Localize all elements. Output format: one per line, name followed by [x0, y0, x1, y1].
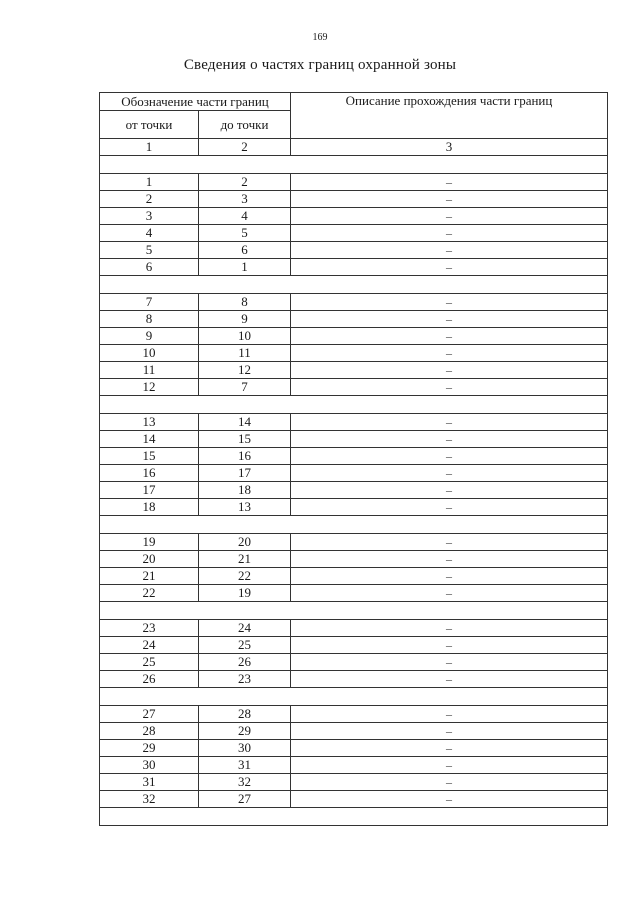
from-point-cell: 30 — [100, 757, 199, 774]
page-number: 169 — [312, 32, 328, 43]
description-cell: – — [291, 620, 608, 637]
from-point-cell: 12 — [100, 379, 199, 396]
column-number: 3 — [291, 139, 608, 156]
description-cell: – — [291, 259, 608, 276]
group-separator-row — [100, 156, 608, 174]
table-row — [100, 311, 608, 328]
to-point-cell: 29 — [199, 723, 291, 740]
group-separator-row — [100, 276, 608, 294]
description-cell: – — [291, 482, 608, 499]
group-separator-row — [100, 602, 608, 620]
table-row — [100, 482, 608, 499]
description-cell: – — [291, 191, 608, 208]
column-number-row — [100, 139, 608, 156]
description-cell: – — [291, 379, 608, 396]
table-row — [100, 345, 608, 362]
table-row — [100, 499, 608, 516]
table-row — [100, 174, 608, 191]
group-separator-row — [100, 396, 608, 414]
to-point-cell: 13 — [199, 499, 291, 516]
from-point-cell: 21 — [100, 568, 199, 585]
group-separator-row — [100, 516, 608, 534]
table-row — [100, 551, 608, 568]
from-point-cell: 5 — [100, 242, 199, 259]
boundary-parts-table — [99, 92, 608, 826]
description-cell: – — [291, 174, 608, 191]
description-cell: – — [291, 774, 608, 791]
description-cell: – — [291, 568, 608, 585]
description-cell: – — [291, 791, 608, 808]
description-cell: – — [291, 294, 608, 311]
table-row — [100, 328, 608, 345]
table-row — [100, 585, 608, 602]
to-point-cell: 24 — [199, 620, 291, 637]
to-point-cell: 32 — [199, 774, 291, 791]
to-point-cell: 2 — [199, 174, 291, 191]
table-row — [100, 791, 608, 808]
group-separator-cell — [100, 396, 608, 414]
to-point-cell: 30 — [199, 740, 291, 757]
to-point-cell: 3 — [199, 191, 291, 208]
from-point-cell: 10 — [100, 345, 199, 362]
header-description: Описание прохождения части границ — [291, 93, 608, 139]
from-point-cell: 18 — [100, 499, 199, 516]
table-row — [100, 568, 608, 585]
to-point-cell: 15 — [199, 431, 291, 448]
table-row — [100, 723, 608, 740]
from-point-cell: 26 — [100, 671, 199, 688]
table-row — [100, 242, 608, 259]
to-point-cell: 10 — [199, 328, 291, 345]
to-point-cell: 16 — [199, 448, 291, 465]
table-row — [100, 448, 608, 465]
table-row — [100, 414, 608, 431]
to-point-cell: 19 — [199, 585, 291, 602]
to-point-cell: 26 — [199, 654, 291, 671]
group-separator-cell — [100, 276, 608, 294]
description-cell: – — [291, 431, 608, 448]
description-cell: – — [291, 311, 608, 328]
table-row — [100, 362, 608, 379]
from-point-cell: 14 — [100, 431, 199, 448]
from-point-cell: 27 — [100, 706, 199, 723]
from-point-cell: 8 — [100, 311, 199, 328]
description-cell: – — [291, 740, 608, 757]
description-cell: – — [291, 362, 608, 379]
to-point-cell: 8 — [199, 294, 291, 311]
from-point-cell: 4 — [100, 225, 199, 242]
table-row — [100, 208, 608, 225]
description-cell: – — [291, 723, 608, 740]
to-point-cell: 23 — [199, 671, 291, 688]
description-cell: – — [291, 208, 608, 225]
description-cell: – — [291, 328, 608, 345]
to-point-cell: 31 — [199, 757, 291, 774]
from-point-cell: 24 — [100, 637, 199, 654]
group-separator-cell — [100, 808, 608, 826]
to-point-cell: 17 — [199, 465, 291, 482]
header-from-point: от точки — [100, 111, 199, 139]
from-point-cell: 31 — [100, 774, 199, 791]
from-point-cell: 2 — [100, 191, 199, 208]
to-point-cell: 22 — [199, 568, 291, 585]
from-point-cell: 16 — [100, 465, 199, 482]
group-separator-cell — [100, 688, 608, 706]
description-cell: – — [291, 225, 608, 242]
from-point-cell: 3 — [100, 208, 199, 225]
from-point-cell: 29 — [100, 740, 199, 757]
group-separator-cell — [100, 516, 608, 534]
description-cell: – — [291, 242, 608, 259]
table-row — [100, 259, 608, 276]
description-cell: – — [291, 637, 608, 654]
to-point-cell: 28 — [199, 706, 291, 723]
description-cell: – — [291, 706, 608, 723]
table-row — [100, 654, 608, 671]
table-row — [100, 379, 608, 396]
to-point-cell: 27 — [199, 791, 291, 808]
to-point-cell: 14 — [199, 414, 291, 431]
table-row — [100, 191, 608, 208]
table-row — [100, 706, 608, 723]
description-cell: – — [291, 534, 608, 551]
table-row — [100, 671, 608, 688]
to-point-cell: 25 — [199, 637, 291, 654]
description-cell: – — [291, 499, 608, 516]
group-separator-row — [100, 808, 608, 826]
to-point-cell: 5 — [199, 225, 291, 242]
from-point-cell: 15 — [100, 448, 199, 465]
description-cell: – — [291, 465, 608, 482]
description-cell: – — [291, 654, 608, 671]
from-point-cell: 22 — [100, 585, 199, 602]
column-number: 2 — [199, 139, 291, 156]
to-point-cell: 9 — [199, 311, 291, 328]
from-point-cell: 25 — [100, 654, 199, 671]
description-cell: – — [291, 448, 608, 465]
table-row — [100, 294, 608, 311]
to-point-cell: 21 — [199, 551, 291, 568]
table-header-row — [100, 93, 608, 111]
table-row — [100, 757, 608, 774]
group-separator-row — [100, 688, 608, 706]
table-row — [100, 774, 608, 791]
description-cell: – — [291, 551, 608, 568]
to-point-cell: 4 — [199, 208, 291, 225]
from-point-cell: 6 — [100, 259, 199, 276]
to-point-cell: 6 — [199, 242, 291, 259]
header-to-point: до точки — [199, 111, 291, 139]
table-row — [100, 225, 608, 242]
from-point-cell: 1 — [100, 174, 199, 191]
description-cell: – — [291, 345, 608, 362]
table-row — [100, 637, 608, 654]
group-separator-cell — [100, 156, 608, 174]
to-point-cell: 1 — [199, 259, 291, 276]
table-row — [100, 431, 608, 448]
to-point-cell: 11 — [199, 345, 291, 362]
from-point-cell: 13 — [100, 414, 199, 431]
table-row — [100, 620, 608, 637]
from-point-cell: 9 — [100, 328, 199, 345]
from-point-cell: 20 — [100, 551, 199, 568]
description-cell: – — [291, 414, 608, 431]
table-row — [100, 740, 608, 757]
to-point-cell: 12 — [199, 362, 291, 379]
table-row — [100, 534, 608, 551]
document-title: Сведения о частях границ охранной зоны — [183, 57, 457, 73]
from-point-cell: 11 — [100, 362, 199, 379]
from-point-cell: 7 — [100, 294, 199, 311]
table-row — [100, 465, 608, 482]
from-point-cell: 28 — [100, 723, 199, 740]
header-designation: Обозначение части границ — [100, 93, 291, 111]
from-point-cell: 32 — [100, 791, 199, 808]
column-number: 1 — [100, 139, 199, 156]
to-point-cell: 18 — [199, 482, 291, 499]
description-cell: – — [291, 585, 608, 602]
to-point-cell: 7 — [199, 379, 291, 396]
from-point-cell: 23 — [100, 620, 199, 637]
to-point-cell: 20 — [199, 534, 291, 551]
from-point-cell: 17 — [100, 482, 199, 499]
from-point-cell: 19 — [100, 534, 199, 551]
description-cell: – — [291, 757, 608, 774]
description-cell: – — [291, 671, 608, 688]
group-separator-cell — [100, 602, 608, 620]
